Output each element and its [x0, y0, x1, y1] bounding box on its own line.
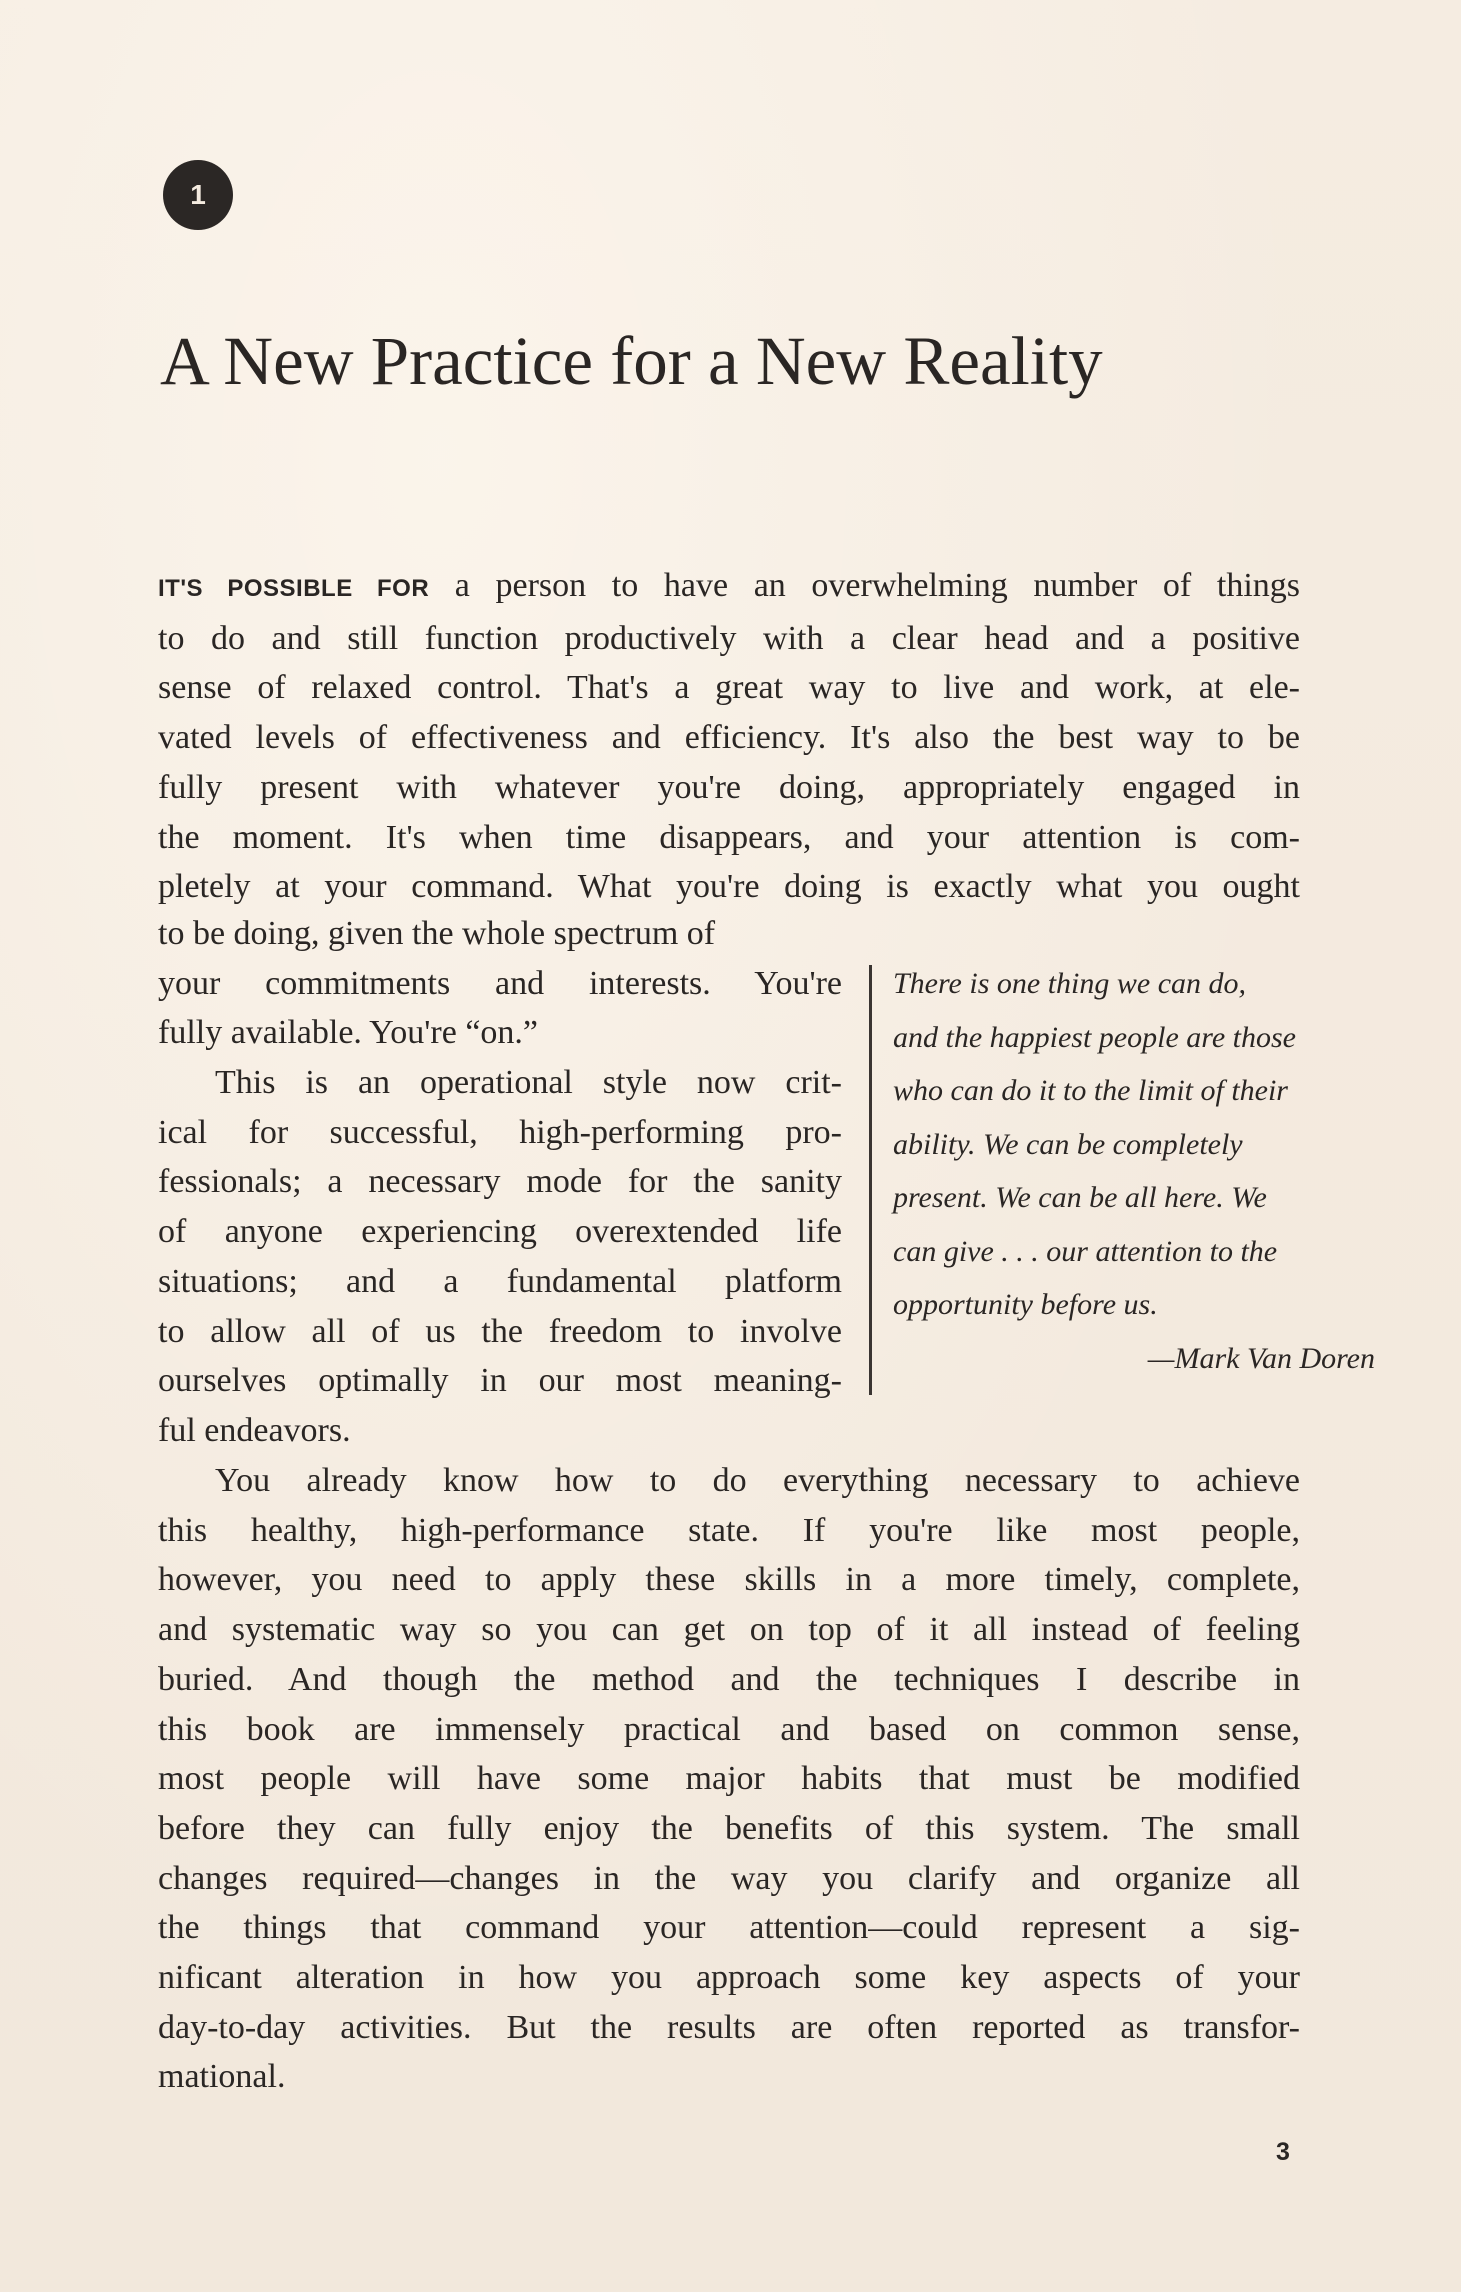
paragraph-line: You already know how to do everything necessary to achieve	[215, 1462, 1300, 1499]
page-number: 3	[1276, 2138, 1290, 2166]
paragraph-line: fully available. You're “on.”	[158, 1014, 539, 1052]
paragraph-line: this healthy, high-performance state. If you're like most people,	[158, 1511, 1300, 1549]
paragraph-line: most people will have some major habits that must be modified	[158, 1760, 1300, 1798]
paragraph-line: nificant alteration in how you approach some key aspects of your	[158, 1959, 1300, 1997]
paragraph-line: ful endeavors.	[158, 1411, 351, 1449]
pull-quote-line: opportunity before us.	[893, 1288, 1158, 1321]
paragraph-line: the moment. It's when time disappears, and your attention is com-	[158, 818, 1300, 856]
chapter-number-badge: 1	[163, 160, 233, 230]
paragraph-line: to allow all of us the freedom to involve	[158, 1312, 842, 1350]
paragraph-1	[158, 561, 1300, 912]
paragraph-2	[158, 1058, 842, 1456]
pull-quote-line: who can do it to the limit of their	[893, 1074, 1288, 1107]
paragraph-line: before they can fully enjoy the benefits of this system. The small	[158, 1809, 1300, 1847]
paragraph-line: fully present with whatever you're doing, appropriately engaged in	[158, 768, 1300, 806]
pull-quote-line: ability. We can be completely	[893, 1127, 1243, 1161]
paragraph-line: IT'S POSSIBLE FOR a person to have an overwhelming number of things	[158, 567, 1301, 604]
paragraph-line: pletely at your command. What you're doing is exactly what you ought	[158, 868, 1300, 906]
paragraph-line: ourselves optimally in our most meaning-	[158, 1362, 842, 1400]
paragraph-line: and systematic way so you can get on top of it all instead of feeling	[158, 1611, 1300, 1649]
paragraph-line: changes required—changes in the way you clarify and organize all	[158, 1859, 1300, 1897]
paragraph-line: of anyone experiencing overextended life	[158, 1213, 842, 1251]
pull-quote-attribution: —Mark Van Doren	[1147, 1341, 1375, 1375]
paragraph-line: sense of relaxed control. That's a great way to live and work, at ele-	[158, 669, 1300, 707]
chapter-title: A New Practice for a New Reality	[160, 323, 1103, 399]
paragraph-line: buried. And though the method and the techniques I describe in	[158, 1660, 1300, 1698]
paragraph-line: vated levels of effectiveness and efficiency. It's also the best way to be	[158, 719, 1300, 757]
pull-quote-line: present. We can be all here. We	[893, 1181, 1267, 1214]
paragraph-line: ical for successful, high-performing pro-	[158, 1113, 842, 1151]
paragraph-line: day-to-day activities. But the results are often reported as transfor-	[158, 2008, 1300, 2046]
paragraph-1-continued	[158, 909, 842, 1058]
paragraph-line: the things that command your attention—could represent a sig-	[158, 1909, 1300, 1947]
paragraph-line: This is an operational style now crit-	[215, 1064, 842, 1101]
pull-quote-line: and the happiest people are those	[893, 1020, 1296, 1054]
paragraph-line: situations; and a fundamental platform	[158, 1262, 842, 1300]
paragraph-line: mational.	[158, 2058, 286, 2096]
pull-quote-line: can give . . . our attention to the	[893, 1234, 1278, 1268]
paragraph-line: to do and still function productively with a clear head and a positive	[158, 619, 1300, 657]
pull-quote-rule	[869, 965, 872, 1395]
paragraph-line: fessionals; a necessary mode for the sanity	[158, 1163, 842, 1201]
paragraph-3	[158, 1456, 1300, 2102]
pull-quote	[893, 957, 1375, 1385]
pull-quote-line: There is one thing we can do,	[893, 967, 1247, 1000]
paragraph-line: this book are immensely practical and based on common sense,	[158, 1710, 1300, 1748]
paragraph-line: your commitments and interests. You're	[158, 964, 842, 1002]
run-in-heading: IT'S POSSIBLE FOR	[158, 575, 430, 602]
paragraph-line: to be doing, given the whole spectrum of	[158, 915, 716, 952]
paragraph-line: however, you need to apply these skills in a more timely, complete,	[158, 1561, 1300, 1599]
